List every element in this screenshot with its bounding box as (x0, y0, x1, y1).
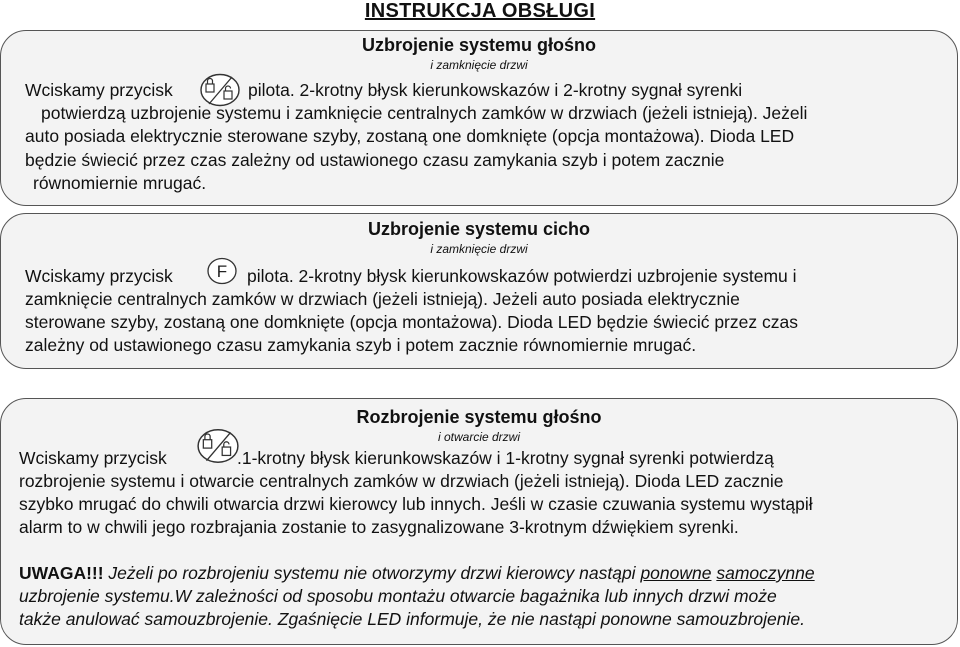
text-line (247, 266, 797, 287)
text-line (248, 80, 742, 101)
warning-line: uzbrojenie systemu.W zależności od sposobu montażu otwarcie bagażnika lub innych drzwi może (19, 586, 777, 606)
text-before-icon: Wciskamy przycisk (25, 80, 173, 100)
warning-underlined-word: samoczynne (716, 563, 815, 583)
section-title: Rozbrojenie systemu głośno (356, 407, 602, 427)
warning-line (19, 563, 815, 584)
text-line: zamknięcie centralnych zamków w drzwiach (jeżeli istnieją). Jeżeli auto posiada elektrycznie (25, 289, 740, 309)
text-line (25, 80, 173, 101)
section-subtitle: i otwarcie drzwi (437, 430, 521, 444)
text-line: będzie świecić przez czas zależny od ustawionego czasu zamykania szyb i potem zacznie (25, 150, 725, 170)
section-arm-loud (0, 30, 958, 206)
section-subtitle: i zamknięcie drzwi (430, 58, 528, 72)
text-line: alarm to w chwili jego rozbrajania zostanie to zasygnalizowane 3-krotnym dźwiękiem syrenki. (19, 517, 739, 537)
lock-unlock-key-icon (196, 428, 240, 464)
section-subtitle: i zamknięcie drzwi (430, 242, 528, 256)
document-title: INSTRUKCJA OBSŁUGI (364, 0, 596, 22)
section-title: Uzbrojenie systemu głośno (361, 35, 597, 55)
text-line: zależny od ustawionego czasu zamykania szyb i potem zacznie równomiernie mrugać. (25, 335, 697, 355)
text-line: sterowane szyby, zostaną one domknięte (opcja montażowa). Dioda LED będzie świecić przez czas (25, 312, 798, 332)
f-button-letter: F (216, 262, 228, 281)
section-title: Uzbrojenie systemu cicho (367, 219, 591, 239)
text-line (19, 448, 167, 469)
warning-underlined-word: ponowne (640, 563, 712, 583)
section-arm-silent (0, 213, 958, 369)
text-line: szybko mrugać do chwili otwarcia drzwi kierowcy lub innych. Jeśli w czasie czuwania systemu wystąpił (19, 494, 813, 514)
text-after-icon: .1-krotny błysk kierunkowskazów i 1-krotny sygnał syrenki potwierdzą (237, 448, 774, 468)
text-line (237, 448, 774, 469)
text-line: auto posiada elektrycznie sterowane szyby, zostaną one domknięte (opcja montażowa). Dioda LED (25, 126, 795, 146)
text-after-icon: pilota. 2-krotny błysk kierunkowskazów i 2-krotny sygnał syrenki (248, 80, 743, 100)
text-before-icon: Wciskamy przycisk (19, 448, 167, 468)
section-disarm-loud (0, 398, 958, 645)
warning-text: Jeżeli po rozbrojeniu systemu nie otworzymy drzwi kierowcy nastąpi (103, 563, 641, 583)
text-line: równomiernie mrugać. (33, 173, 207, 193)
text-after-icon: pilota. 2-krotny błysk kierunkowskazów potwierdzi uzbrojenie systemu i (247, 266, 797, 286)
warning-label: UWAGA!!! (19, 563, 104, 583)
text-before-icon: Wciskamy przycisk (25, 266, 173, 286)
text-line (25, 266, 173, 287)
warning-line: także anulować samouzbrojenie. Zgaśnięcie LED informuje, że nie nastąpi ponowne samouzbrojenie. (19, 609, 806, 629)
f-button-icon (206, 257, 238, 285)
lock-unlock-key-icon (199, 73, 241, 107)
text-line: potwierdzą uzbrojenie systemu i zamknięcie centralnych zamków w drzwiach (jeżeli istnieją). Jeżeli (41, 103, 808, 123)
text-line: rozbrojenie systemu i otwarcie centralnych zamków w drzwiach (jeżeli istnieją). Dioda LED zacznie (19, 471, 784, 491)
